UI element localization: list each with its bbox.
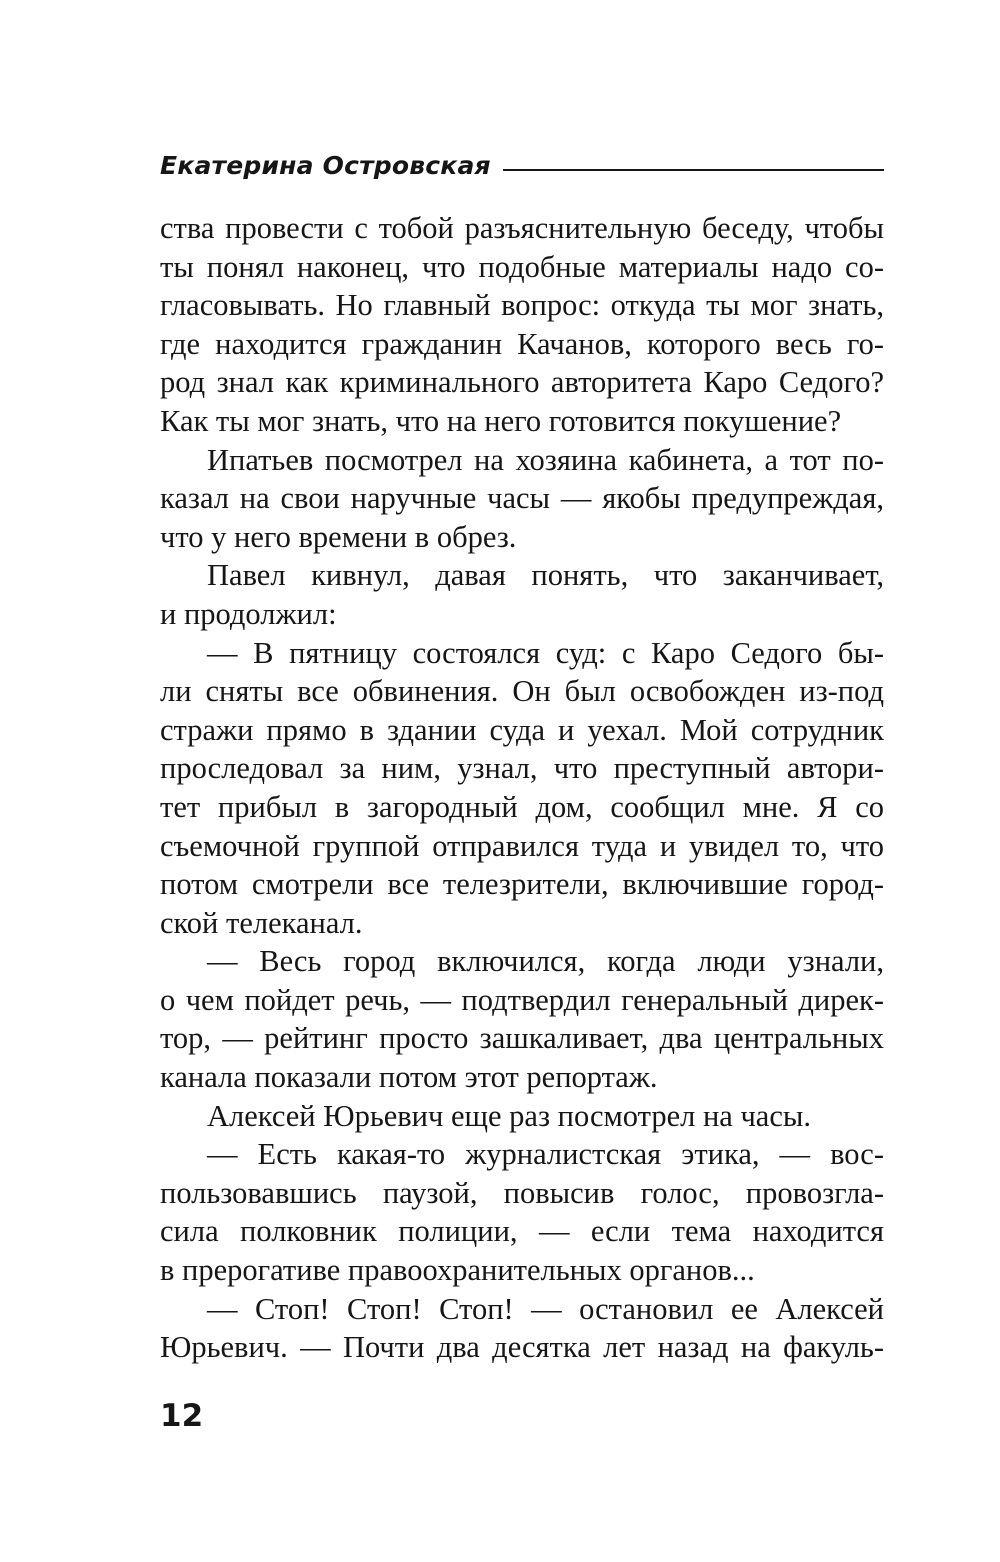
text-line: гласовывать. Но главный вопрос: откуда ты мог знать, (160, 288, 884, 323)
text-line: — Стоп! Стоп! Стоп! — остановил ее Алексей (207, 1291, 884, 1326)
body-text (160, 209, 884, 1367)
text-line: Как ты мог знать, что на него готовится покушение? (160, 403, 842, 438)
text-line: Павел кивнул, давая понять, что заканчивает, (207, 558, 884, 593)
text-line: ли сняты все обвинения. Он был освобожден из-под (160, 674, 884, 709)
header-author: Екатерина Островская (160, 151, 491, 180)
text-line: Ипатьев посмотрел на хозяина кабинета, а тот по- (207, 442, 884, 477)
header-rule (503, 169, 884, 171)
text-line: канала показали потом этот репортаж. (160, 1060, 658, 1095)
text-line: ской телеканал. (160, 905, 363, 940)
text-line: род знал как криминального авторитета Каро Седого? (160, 365, 884, 400)
text-line: Юрьевич. — Почти два десятка лет назад на факуль- (160, 1330, 884, 1365)
text-line: Алексей Юрьевич еще раз посмотрел на часы. (207, 1098, 811, 1133)
text-line: тет прибыл в загородный дом, сообщил мне. Я со (160, 789, 884, 824)
text-line: стражи прямо в здании суда и уехал. Мой сотрудник (160, 712, 884, 747)
text-line: — В пятницу состоялся суд: с Каро Седого бы- (207, 635, 884, 670)
text-line: казал на свои наручные часы — якобы предупреждая, (160, 481, 884, 516)
text-line: съемочной группой отправился туда и увидел то, что (160, 828, 884, 863)
text-line: пользовавшись паузой, повысив голос, провозгла- (160, 1175, 884, 1210)
text-line: — Есть какая-то журналистская этика, — вос- (207, 1137, 884, 1172)
text-line: в прерогативе правоохранительных органов... (160, 1253, 755, 1288)
text-line: потом смотрели все телезрители, включившие город- (160, 867, 884, 902)
text-line: проследовал за ним, узнал, что преступный автори- (160, 751, 884, 786)
text-line: — Весь город включился, когда люди узнали, (207, 944, 884, 979)
text-line: ты понял наконец, что подобные материалы надо со- (160, 249, 884, 284)
page-number: 12 (160, 1398, 204, 1434)
text-line: сила полковник полиции, — если тема находится (160, 1214, 884, 1249)
text-line: тор, — рейтинг просто зашкаливает, два центральных (160, 1021, 884, 1056)
text-line: где находится гражданин Качанов, которого весь го- (160, 326, 884, 361)
text-line: о чем пойдет речь, — подтвердил генеральный дирек- (160, 982, 884, 1017)
text-line: и продолжил: (160, 596, 337, 631)
text-line: ства провести с тобой разъяснительную беседу, чтобы (160, 211, 884, 245)
text-line: что у него времени в обрез. (160, 519, 517, 554)
running-header (160, 140, 884, 180)
